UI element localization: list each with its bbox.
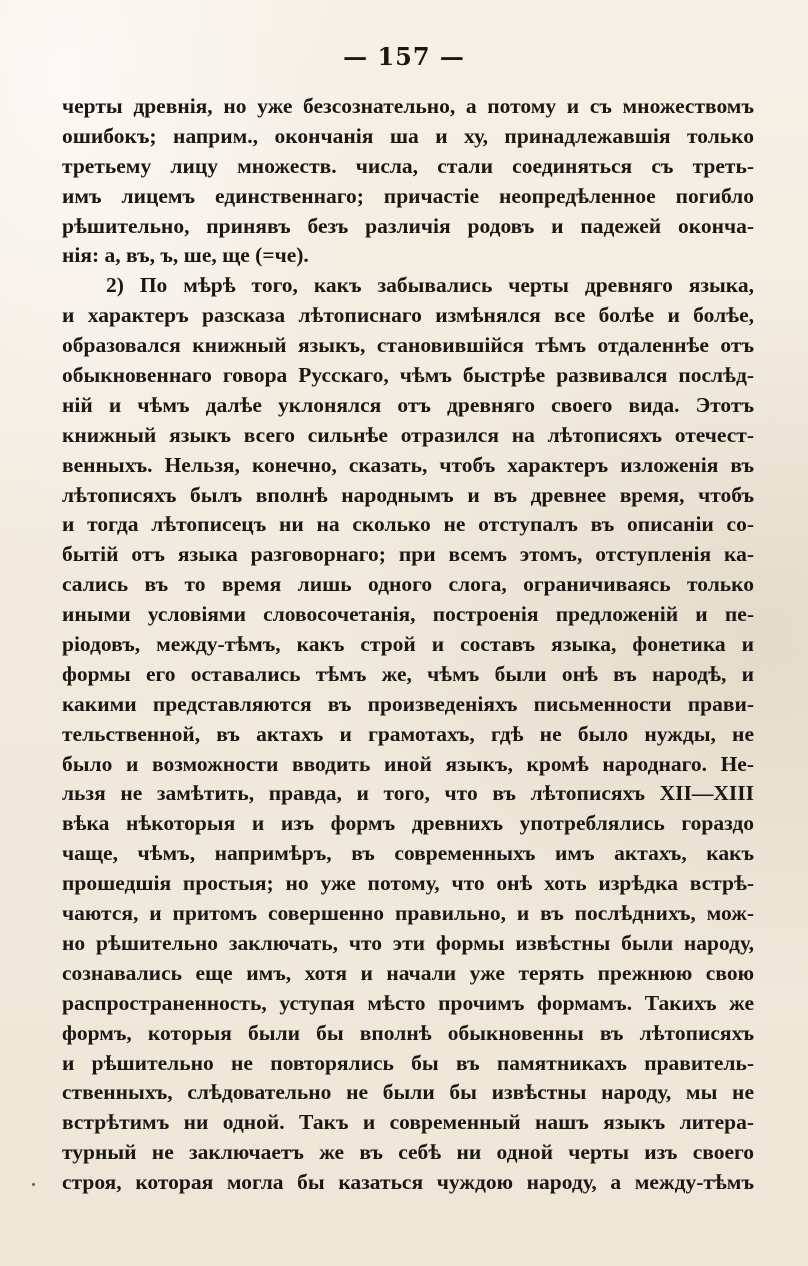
text-line: распространенность, уступая мѣсто прочимъ формамъ. Такихъ же: [62, 990, 754, 1015]
text-line: вѣка нѣкоторыя и изъ формъ древнихъ употреблялись гораздо: [62, 811, 754, 836]
page-number: — 157 —: [343, 42, 465, 71]
text-line: иными условіями словосочетанія, построенія предложеній и пе-: [62, 602, 754, 627]
text-line: лѣтописяхъ былъ вполнѣ народнымъ и въ древнее время, чтобъ: [62, 482, 754, 507]
text-line: бытій отъ языка разговорнаго; при всемъ этомъ, отступленія ка-: [62, 542, 754, 567]
text-line: венныхъ. Нельзя, конечно, сказать, чтобъ характеръ изложенія въ: [62, 452, 754, 477]
text-line: и тогда лѣтописецъ ни на сколько не отступалъ въ описаніи со-: [62, 512, 754, 537]
text-line: книжный языкъ всего сильнѣе отразился на лѣтописяхъ отечест-: [62, 422, 754, 447]
text-line: ній и чѣмъ далѣе уклонялся отъ древняго своего вида. Этотъ: [62, 392, 754, 417]
paragraph-2-start: 2) По мѣрѣ того, какъ забывались черты древняго языка,: [106, 273, 754, 298]
text-line: ошибокъ; наприм., окончанія ша и ху, принадлежавшія только: [62, 123, 754, 148]
text-line: сознавались еще имъ, хотя и начали уже терять прежнюю свою: [62, 960, 754, 985]
text-line: ріодовъ, между-тѣмъ, какъ строй и составъ языка, фонетика и: [62, 632, 754, 657]
text-line: и характеръ разсказа лѣтописнаго измѣнялся все болѣе и болѣе,: [62, 303, 754, 328]
text-line: черты древнія, но уже безсознательно, а потому и съ множествомъ: [62, 94, 754, 118]
text-line: строя, которая могла бы казаться чуждою народу, а между-тѣмъ: [62, 1170, 754, 1195]
text-line: третьему лицу множеств. числа, стали соединяться съ треть-: [62, 153, 754, 178]
body-text: [62, 92, 754, 1198]
text-line: но рѣшительно заключать, что эти формы извѣстны были народу,: [62, 930, 754, 955]
text-line: прошедшія простыя; но уже потому, что онѣ хоть изрѣдка встрѣ-: [62, 871, 754, 896]
text-line: турный не заключаетъ же въ себѣ ни одной черты изъ своего: [62, 1140, 754, 1165]
text-line: было и возможности вводить иной языкъ, кромѣ народнаго. Не-: [62, 751, 754, 776]
text-line: формъ, которыя были бы вполнѣ обыкновенны въ лѣтописяхъ: [62, 1020, 754, 1045]
text-line: сались въ то время лишь одного слога, ограничиваясь только: [62, 572, 754, 597]
text-line: обыкновеннаго говора Русскаго, чѣмъ быстрѣе развивался послѣд-: [62, 363, 754, 388]
text-line: ственныхъ, слѣдовательно не были бы извѣстны народу, мы не: [62, 1080, 754, 1105]
text-line: образовался книжный языкъ, становившійся тѣмъ отдаленнѣе отъ: [62, 333, 754, 358]
text-line: чаются, и притомъ совершенно правильно, и въ послѣднихъ, мож-: [62, 901, 754, 926]
text-line: рѣшительно, принявъ безъ различія родовъ и падежей оконча-: [62, 213, 754, 238]
text-line: и рѣшительно не повторялись бы въ памятникахъ правитель-: [62, 1050, 754, 1075]
text-line: тельственной, въ актахъ и грамотахъ, гдѣ не было нужды, не: [62, 721, 754, 746]
text-line: встрѣтимъ ни одной. Такъ и современный нашъ языкъ литера-: [62, 1110, 754, 1135]
text-line: нія: а, въ, ъ, ше, ще (=че).: [62, 243, 309, 268]
ink-spot: [32, 1183, 35, 1186]
text-line: льзя не замѣтить, правда, и того, что въ лѣтописяхъ XII—XIII: [62, 781, 754, 806]
text-line: чаще, чѣмъ, напримѣръ, въ современныхъ имъ актахъ, какъ: [62, 841, 754, 866]
text-line: имъ лицемъ единственнаго; причастіе неопредѣленное погибло: [62, 183, 754, 208]
text-line: формы его оставались тѣмъ же, чѣмъ были онѣ въ народѣ, и: [62, 661, 754, 686]
text-line: какими представляются въ произведеніяхъ письменности прави-: [62, 691, 754, 716]
